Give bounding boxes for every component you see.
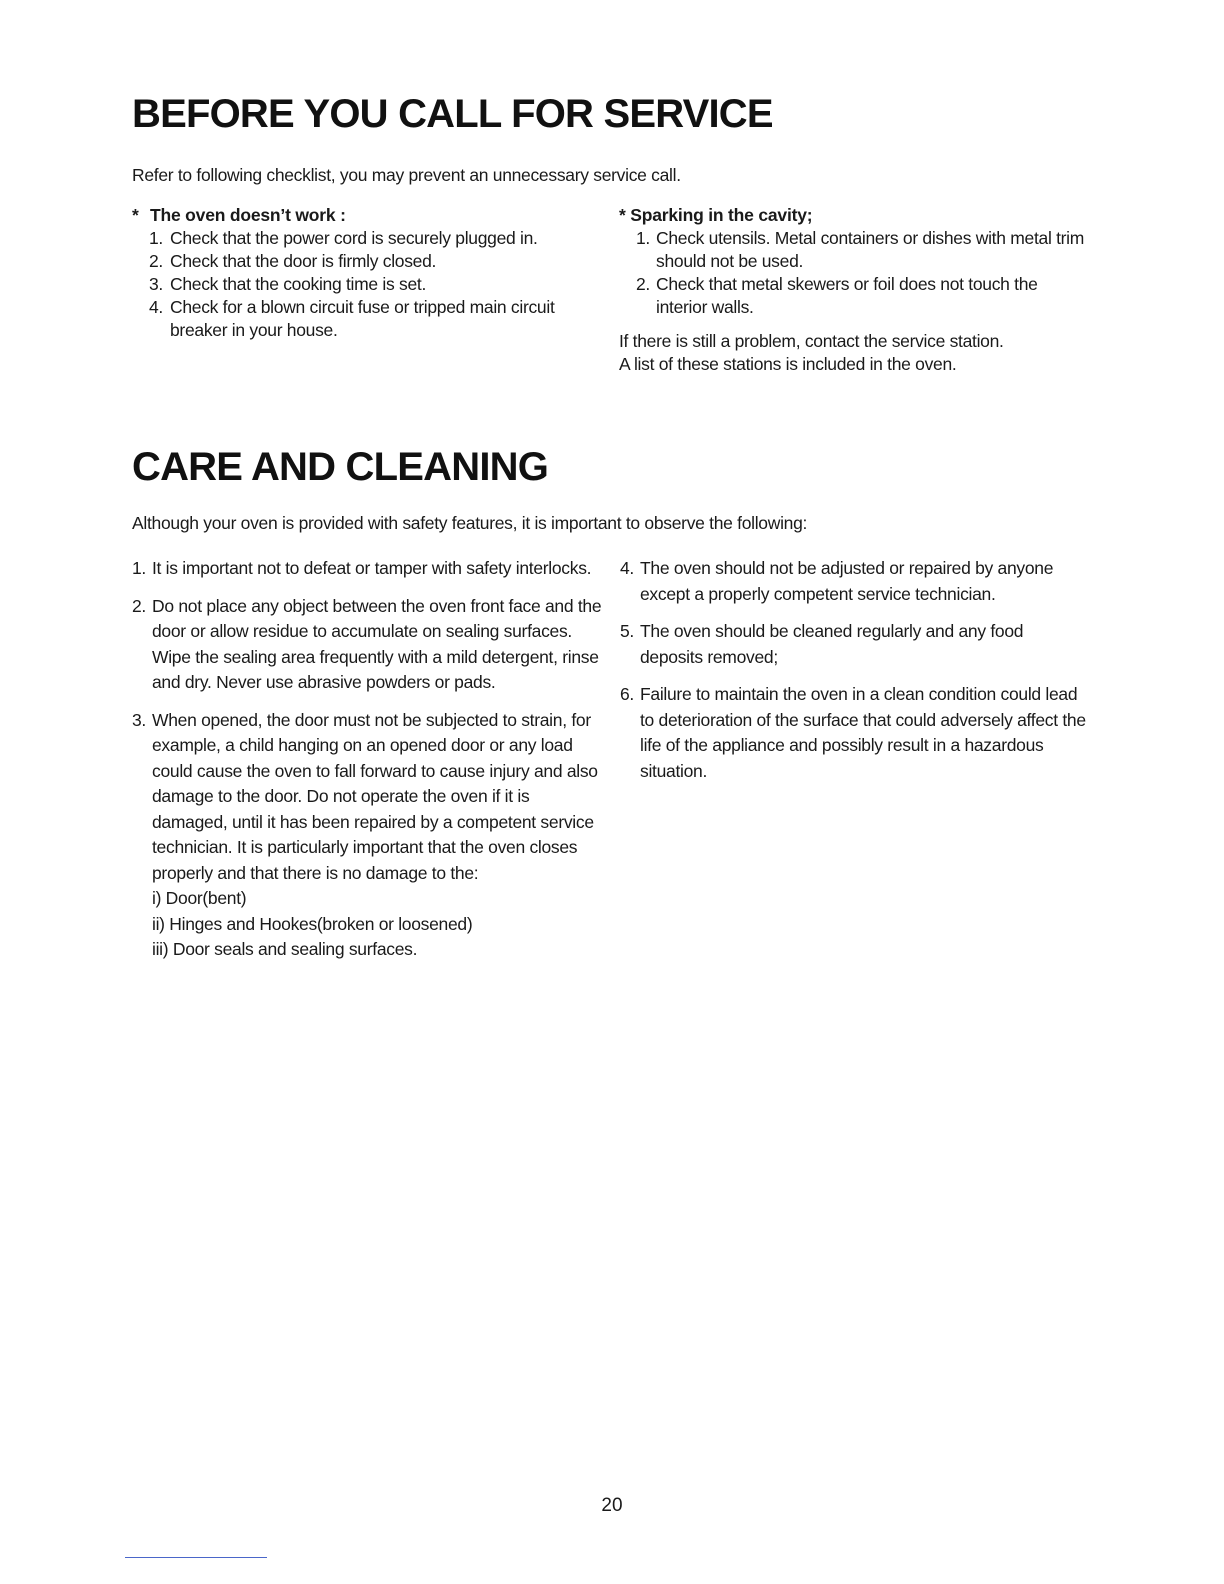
item-number: 4. bbox=[620, 558, 634, 578]
item-number: 3. bbox=[149, 274, 163, 294]
checklist-items bbox=[132, 227, 602, 342]
item-number: 1. bbox=[132, 558, 146, 578]
list-item bbox=[132, 296, 602, 342]
checklist-heading-text: The oven doesn’t work : bbox=[150, 205, 346, 225]
footer-rule bbox=[125, 1557, 267, 1558]
list-item bbox=[132, 250, 602, 273]
asterisk-bullet: * bbox=[132, 205, 139, 225]
item-number: 5. bbox=[620, 621, 634, 641]
list-item bbox=[132, 556, 602, 582]
item-number: 2. bbox=[149, 251, 163, 271]
checklist-oven-not-working bbox=[132, 204, 602, 342]
item-text: Failure to maintain the oven in a clean condition could lead to deterioration of the surface that could adversely affect the life of the appliance and possibly result in a hazardous situation. bbox=[640, 684, 1086, 781]
page-number: 20 bbox=[601, 1495, 623, 1516]
item-text: The oven should be cleaned regularly and any food deposits removed; bbox=[640, 621, 1024, 667]
sublist-item: i) Door(bent) bbox=[152, 888, 247, 908]
item-number: 2. bbox=[636, 274, 650, 294]
asterisk-bullet: * bbox=[619, 205, 626, 225]
service-note-line: A list of these stations is included in the oven. bbox=[619, 354, 957, 374]
item-text: Check that the cooking time is set. bbox=[170, 274, 427, 294]
item-text: Check that the door is firmly closed. bbox=[170, 251, 437, 271]
sublist-item: ii) Hinges and Hookes(broken or loosened) bbox=[152, 913, 473, 934]
checklist-heading-text: Sparking in the cavity; bbox=[630, 205, 813, 225]
list-item bbox=[620, 619, 1090, 670]
checklist-heading bbox=[619, 204, 1089, 227]
item-number: 4. bbox=[149, 297, 163, 317]
list-item bbox=[132, 273, 602, 296]
list-item bbox=[620, 682, 1090, 784]
care-items bbox=[132, 556, 602, 963]
checklist-sparking bbox=[619, 204, 1089, 376]
item-text: Check for a blown circuit fuse or tripped main circuit breaker in your house. bbox=[170, 297, 555, 340]
item-number: 6. bbox=[620, 684, 634, 704]
item-number: 1. bbox=[149, 228, 163, 248]
sublist-item: iii) Door seals and sealing surfaces. bbox=[152, 939, 418, 959]
item-number: 1. bbox=[636, 228, 650, 248]
service-intro: Refer to following checklist, you may prevent an unnecessary service call. bbox=[132, 165, 681, 185]
item-number: 3. bbox=[132, 709, 146, 730]
section-title-care: CARE AND CLEANING bbox=[132, 445, 549, 489]
service-note bbox=[619, 330, 1089, 376]
list-item bbox=[620, 556, 1090, 607]
list-item bbox=[619, 227, 1089, 273]
damage-sublist bbox=[152, 886, 602, 963]
section-title-service: BEFORE YOU CALL FOR SERVICE bbox=[132, 92, 773, 136]
checklist-heading bbox=[132, 204, 602, 227]
list-item bbox=[132, 594, 602, 696]
checklist-items bbox=[619, 227, 1089, 319]
item-text: When opened, the door must not be subjected to strain, for example, a child hanging on an opened door or any load could cause the oven to fall forward to cause injury and also damage to the door. Do not operate the oven if it is damaged, until it has been repaired by a competent service technician. It is particularly important that the oven closes properly and that there is no damage to the: bbox=[152, 709, 598, 883]
item-text: Check utensils. Metal containers or dishes with metal trim should not be used. bbox=[656, 228, 1085, 271]
list-item bbox=[132, 708, 602, 963]
care-column-left bbox=[132, 556, 602, 975]
item-text: The oven should not be adjusted or repaired by anyone except a properly competent service technician. bbox=[640, 558, 1054, 604]
list-item bbox=[132, 227, 602, 250]
item-text: Check that metal skewers or foil does not touch the interior walls. bbox=[656, 274, 1038, 317]
list-item bbox=[619, 273, 1089, 319]
care-intro: Although your oven is provided with safety features, it is important to observe the following: bbox=[132, 513, 808, 533]
item-text: It is important not to defeat or tamper with safety interlocks. bbox=[152, 558, 592, 578]
item-number: 2. bbox=[132, 595, 146, 616]
service-note-line: If there is still a problem, contact the service station. bbox=[619, 331, 1004, 351]
item-text: Do not place any object between the oven front face and the door or allow residue to accumulate on sealing surfaces. Wipe the sealing area frequently with a mild detergent, rinse and dry. Never use abrasive powders or pads. bbox=[152, 595, 602, 692]
care-items bbox=[620, 556, 1090, 784]
care-column-right bbox=[620, 556, 1090, 796]
item-text: Check that the power cord is securely plugged in. bbox=[170, 228, 538, 248]
